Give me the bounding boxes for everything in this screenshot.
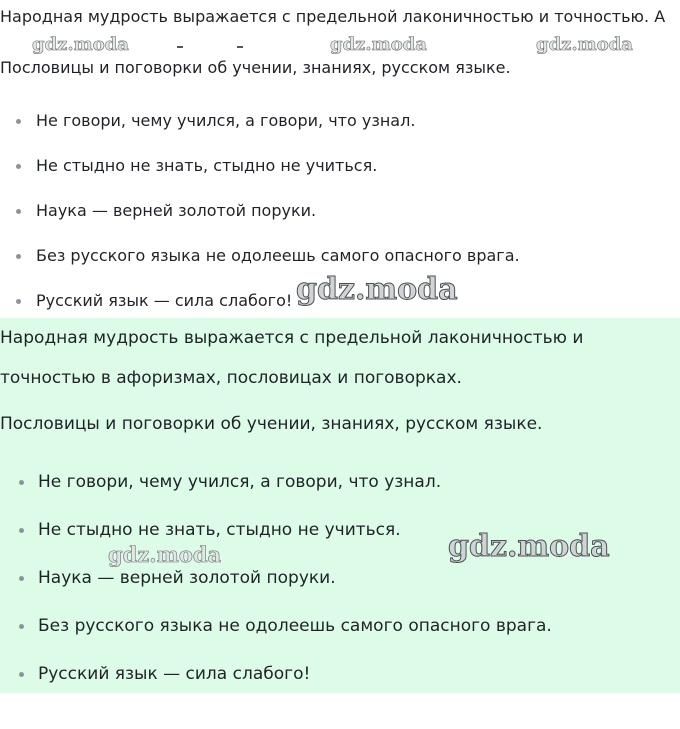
intro-line: Народная мудрость выражается с предельной лаконичностью и (0, 328, 584, 348)
bullet-icon (19, 624, 24, 629)
watermark: gdz.moda (108, 542, 222, 567)
subtitle-line: Пословицы и поговорки об учении, знаниях, русском языке. (0, 58, 511, 77)
bullet-icon (16, 119, 21, 124)
bullet-icon (16, 299, 21, 304)
watermark: gdz.moda (296, 272, 458, 307)
watermark: gdz.moda (32, 34, 129, 55)
subtitle-line: Пословицы и поговорки об учении, знаниях, русском языке. (0, 414, 543, 434)
watermark: gdz.moda (330, 34, 427, 55)
watermark-dash (177, 46, 183, 48)
bullet-icon (19, 528, 24, 533)
watermark-dash (237, 46, 243, 48)
corrected-text-block: Народная мудрость выражается с предельной лаконичностью и точностью в афоризмах, пословицах и поговорках. Пословицы и поговорки об учении, знаниях, русском языке. Не говори, чему учился, а говори, что узнал. Не стыдно не знать, стыдно не учиться. Наука — верней золотой поруки. Без русского языка не одолеешь самого опасного врага. Русский язык — сила слабого! (0, 318, 680, 693)
intro-line-continued: точностью в афоризмах, пословицах и поговорках. (0, 368, 462, 388)
bullet-icon (16, 254, 21, 259)
bullet-icon (19, 480, 24, 485)
bullet-icon (16, 164, 21, 169)
watermark: gdz.moda (536, 34, 633, 55)
intro-line: Народная мудрость выражается с предельной лаконичностью и точностью. А (0, 7, 666, 26)
bullet-icon (16, 209, 21, 214)
bullet-icon (19, 672, 24, 677)
watermark: gdz.moda (448, 529, 610, 564)
bullet-icon (19, 576, 24, 581)
original-text-block: Народная мудрость выражается с предельной лаконичностью и точностью. А Пословицы и поговорки об учении, знаниях, русском языке. Не говори, чему учился, а говори, что узнал. Не стыдно не знать, стыдно не учиться. Наука — верней золотой поруки. Без русского языка не одолеешь самого опасного врага. Русский язык — сила слабого! (0, 0, 680, 318)
